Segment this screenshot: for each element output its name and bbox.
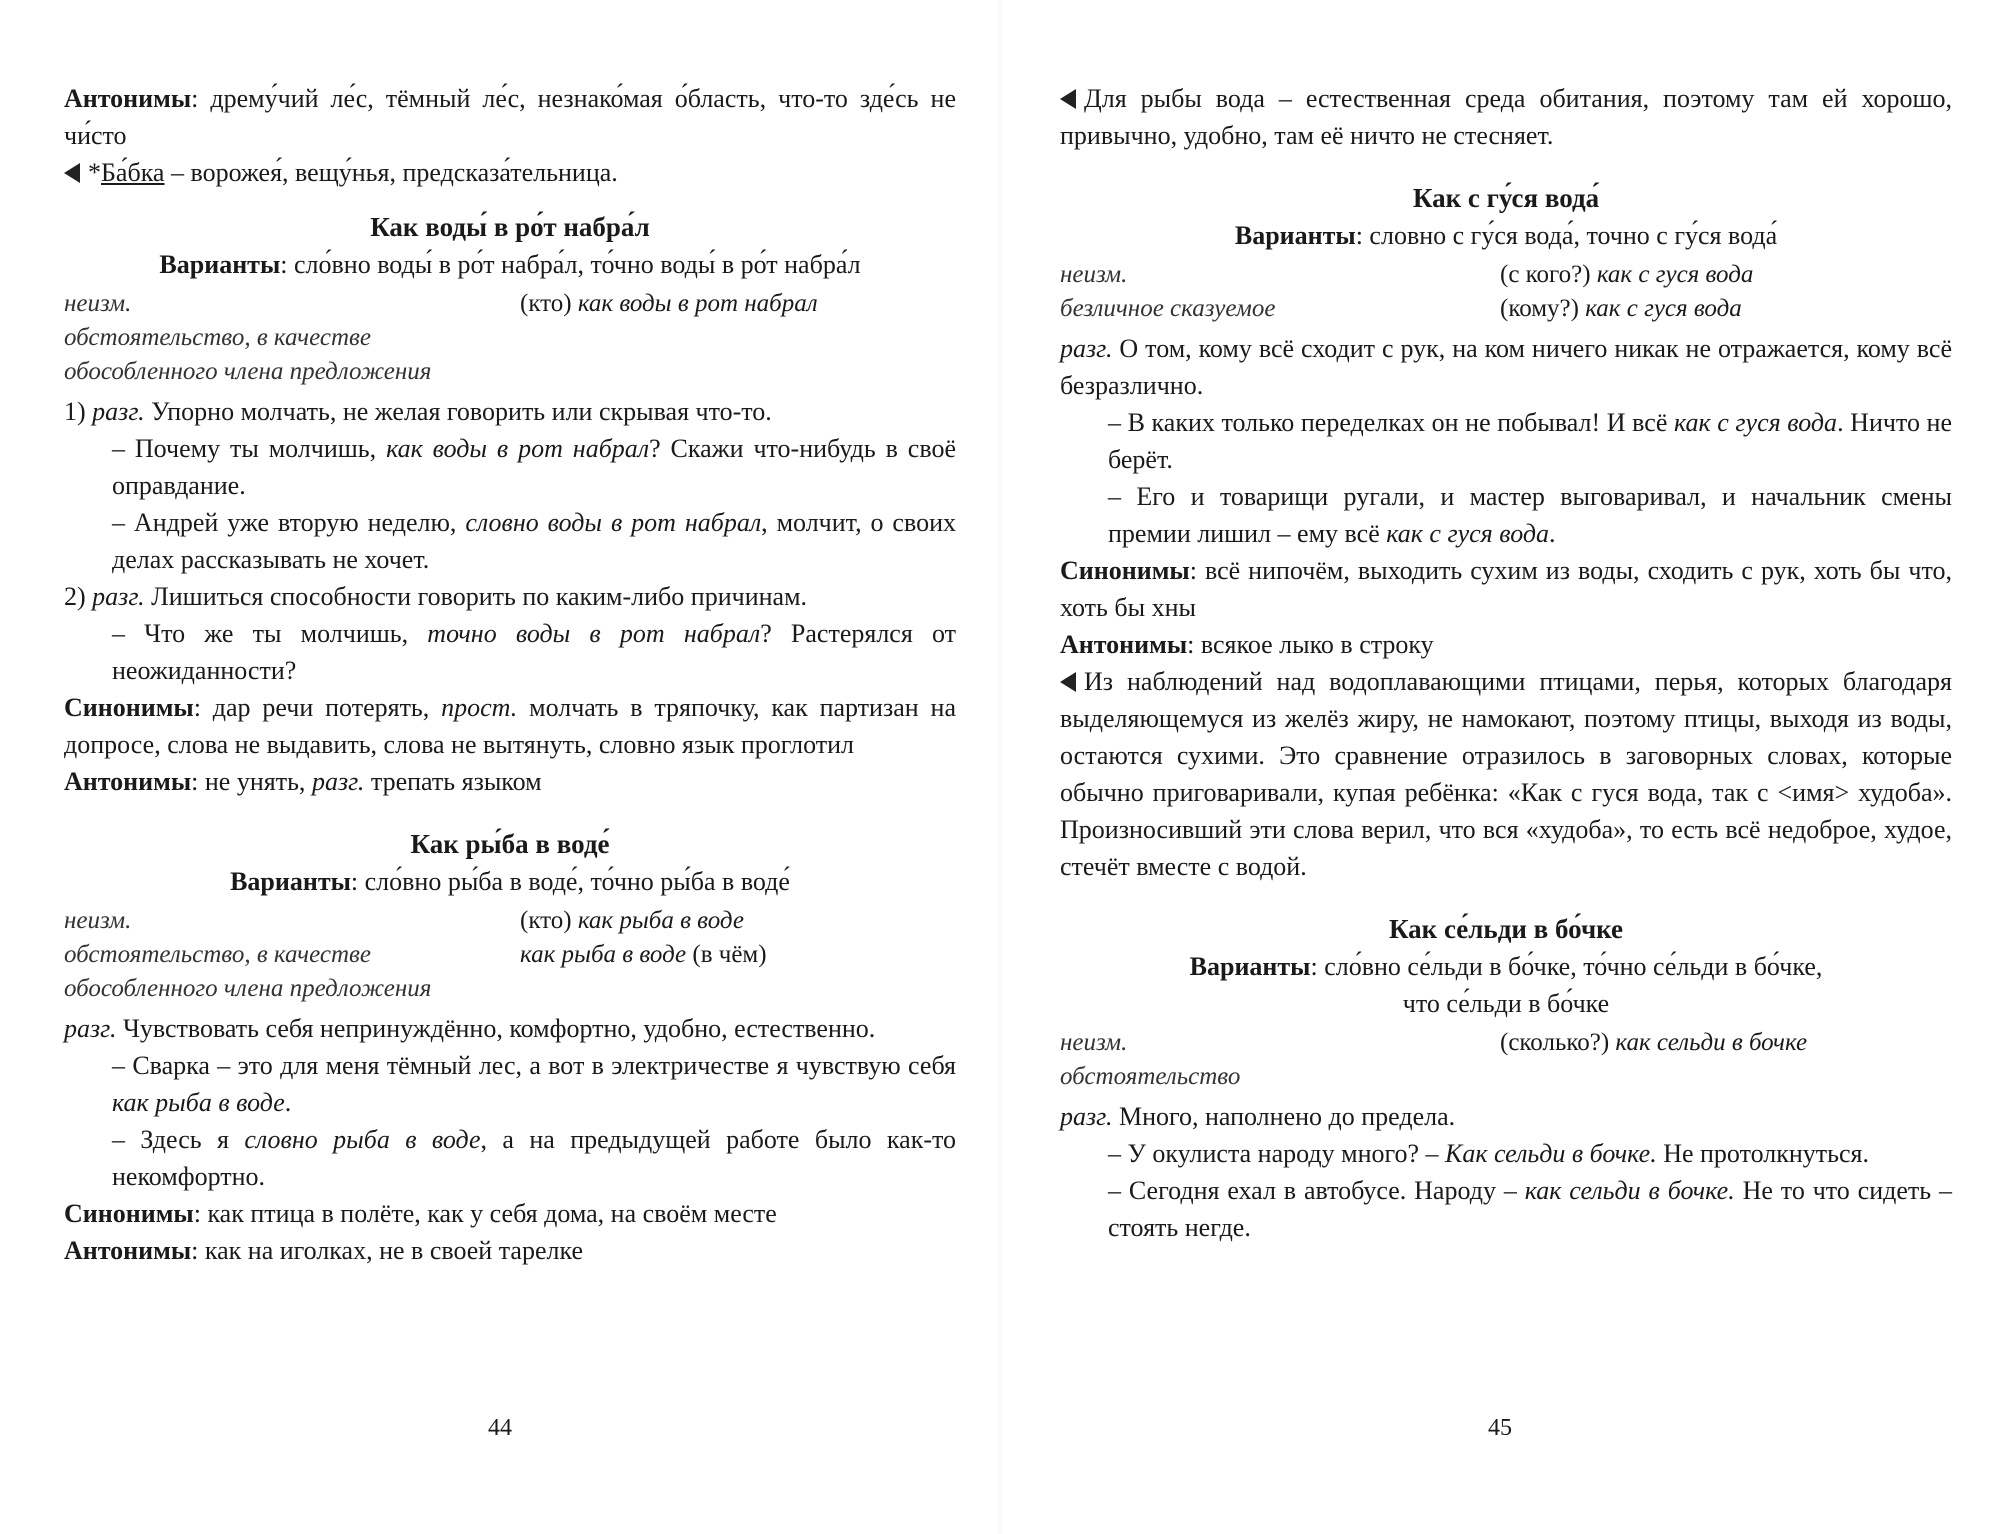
grammar-notes: неизм. обстоятельство, в качестве обособленного члена предложения bbox=[64, 290, 432, 385]
etymology-note bbox=[64, 154, 956, 191]
example-text: – Сегодня ехал в автобусе. Народу – bbox=[1108, 1176, 1525, 1205]
note-word: Ба́бка bbox=[101, 158, 165, 187]
synonyms-line bbox=[64, 689, 956, 763]
note-text: Для рыбы вода – естественная среда обитания, поэтому там ей хорошо, привычно, удобно, там её ничто не стесняет. bbox=[1060, 84, 1952, 150]
example-text: – У окулиста народу много? – bbox=[1108, 1139, 1446, 1168]
pattern-phrase: как сельди в бочке bbox=[1615, 1029, 1808, 1056]
synonyms-text: : дар речи потерять, bbox=[193, 693, 442, 722]
grammar-block bbox=[1060, 292, 1952, 326]
meaning bbox=[1060, 330, 1952, 404]
example-phrase: как сельди в бочке. bbox=[1524, 1176, 1735, 1205]
example bbox=[64, 1047, 956, 1121]
style-mark: разг. bbox=[64, 1014, 117, 1043]
variants-line bbox=[64, 246, 956, 283]
variants-line bbox=[1060, 217, 1952, 254]
example-text: Не протолкнуться. bbox=[1656, 1139, 1870, 1168]
grammar-note: неизм. bbox=[1060, 261, 1128, 288]
antonyms-text: трепать языком bbox=[364, 767, 542, 796]
variants-text: : сло́вно ры́ба в воде́, то́чно ры́ба в воде́ bbox=[350, 867, 790, 896]
grammar-pattern bbox=[1500, 258, 1952, 292]
entry-title: Как воды́ в ро́т набра́л bbox=[370, 212, 650, 242]
etymology-note bbox=[1060, 663, 1952, 885]
variants-text: : сло́вно се́льди в бо́чке, то́чно се́льди в бо́чке, bbox=[1310, 952, 1823, 981]
pattern-phrase: как рыба в воде bbox=[577, 907, 744, 934]
example-text: – Почему ты молчишь, bbox=[112, 434, 387, 463]
meaning-text: Лишиться способности говорить по каким-либо причинам. bbox=[144, 582, 808, 611]
meaning-text: Много, наполнено до предела. bbox=[1112, 1102, 1456, 1131]
example-text: – Сварка – это для меня тёмный лес, а вот в электричестве я чувствую себя bbox=[112, 1051, 956, 1080]
antonyms-line bbox=[1060, 626, 1952, 663]
meaning-text: Упорно молчать, не желая говорить или скрывая что-то. bbox=[144, 397, 772, 426]
example-phrase: точно воды в рот набрал bbox=[427, 619, 761, 648]
example bbox=[64, 615, 956, 689]
grammar-notes: неизм. обстоятельство bbox=[1060, 1029, 1241, 1090]
meaning-text: Чувствовать себя непринуждённо, комфортно, удобно, естественно. bbox=[116, 1014, 876, 1043]
etymology-note bbox=[1060, 80, 1952, 154]
example-text: , молчит, о своих делах рассказывать не хочет. bbox=[112, 508, 956, 574]
example-text: – Его и товарищи ругали, и мастер выговаривал, и начальник смены премии лишил – ему всё bbox=[1108, 482, 1952, 548]
meaning-text: О том, кому всё сходит с рук, на ком ничего никак не отражается, кому всё безразлично. bbox=[1060, 334, 1952, 400]
grammar-block bbox=[64, 287, 956, 389]
synonyms-label: Синонимы bbox=[64, 1199, 194, 1228]
variants-text: : сло́вно воды́ в ро́т набра́л, то́чно воды́ в ро́т набра́л bbox=[280, 250, 861, 279]
example-phrase: словно рыба в воде bbox=[244, 1125, 481, 1154]
antonyms-line bbox=[64, 763, 956, 800]
example-phrase: словно воды в рот набрал bbox=[465, 508, 762, 537]
entry-title: Как ры́ба в воде́ bbox=[410, 829, 610, 859]
left-column bbox=[64, 80, 956, 1269]
example-text: , а на предыдущей работе было как-то некомфортно. bbox=[112, 1125, 956, 1191]
antonyms-text: : не унять, bbox=[191, 767, 312, 796]
meaning-number: 1) bbox=[64, 397, 93, 426]
triangle-marker-icon bbox=[1060, 89, 1076, 109]
grammar-block bbox=[1060, 1026, 1952, 1094]
variants-line bbox=[64, 863, 956, 900]
variants-line bbox=[1060, 948, 1952, 985]
pattern-phrase: как с гуся вода bbox=[1585, 295, 1742, 322]
synonyms-label: Синонимы bbox=[64, 693, 194, 722]
example-text: ? Скажи что-нибудь в своё оправдание. bbox=[112, 434, 956, 500]
synonyms-text: : как птица в полёте, как у себя дома, на своём месте bbox=[193, 1199, 777, 1228]
entry-title: Как с гу́ся вода́ bbox=[1412, 183, 1600, 213]
style-mark: разг. bbox=[92, 582, 145, 611]
grammar-pattern bbox=[484, 287, 956, 389]
spacer bbox=[1060, 154, 1952, 180]
pattern-question: (кто) bbox=[520, 907, 578, 934]
example-text: – В каких только переделках он не побывал! И всё bbox=[1108, 408, 1674, 437]
page-number: 45 bbox=[1488, 1415, 1512, 1441]
example-phrase: как воды в рот набрал bbox=[386, 434, 650, 463]
meaning bbox=[64, 1010, 956, 1047]
style-mark: разг. bbox=[1060, 1102, 1113, 1131]
antonyms-text: : всякое лыко в строку bbox=[1187, 630, 1434, 659]
example-text: – Андрей уже вторую неделю, bbox=[112, 508, 466, 537]
pattern-phrase: как воды в рот набрал bbox=[577, 290, 818, 317]
example-phrase: Как сельди в бочке. bbox=[1445, 1139, 1657, 1168]
grammar-pattern bbox=[1500, 1026, 1952, 1094]
example-text: . bbox=[1549, 519, 1556, 548]
example bbox=[64, 430, 956, 504]
synonyms-label: Синонимы bbox=[1060, 556, 1190, 585]
variants-label: Варианты bbox=[1234, 221, 1356, 250]
pattern-phrase: как с гуся вода bbox=[1596, 261, 1754, 288]
pattern-question: (с кого?) bbox=[1500, 261, 1597, 288]
antonyms-line bbox=[64, 80, 956, 154]
example bbox=[1060, 1135, 1952, 1172]
example-text: – Здесь я bbox=[112, 1125, 245, 1154]
style-mark: разг. bbox=[92, 397, 145, 426]
example-text: ? Растерялся от неожиданности? bbox=[112, 619, 956, 685]
antonyms-label: Антонимы bbox=[64, 1236, 192, 1265]
pattern-line bbox=[520, 904, 956, 938]
antonyms-line bbox=[64, 1232, 956, 1269]
meaning-2 bbox=[64, 578, 956, 615]
example-phrase: как с гуся вода bbox=[1386, 519, 1550, 548]
example bbox=[1060, 404, 1952, 478]
meaning bbox=[1060, 1098, 1952, 1135]
antonyms-text: : как на иголках, не в своей тарелке bbox=[191, 1236, 583, 1265]
variants-label: Варианты bbox=[230, 867, 351, 896]
grammar-notes: неизм. обстоятельство, в качестве обособленного члена предложения bbox=[64, 907, 432, 1002]
example bbox=[1060, 478, 1952, 552]
style-mark: прост. bbox=[441, 693, 518, 722]
example bbox=[64, 504, 956, 578]
variants-label: Варианты bbox=[159, 250, 281, 279]
synonyms-line bbox=[64, 1195, 956, 1232]
antonyms-label: Антонимы bbox=[64, 767, 192, 796]
right-page bbox=[1000, 0, 2000, 1534]
right-column bbox=[1060, 80, 1952, 1246]
grammar-pattern bbox=[484, 904, 956, 1006]
example bbox=[1060, 1172, 1952, 1246]
synonyms-text: молчать в тряпочку, как партизан на допросе, слова не выдавить, слова не вытянуть, словно язык проглотил bbox=[64, 693, 956, 759]
pattern-question: (кому?) bbox=[1500, 295, 1586, 322]
triangle-marker-icon bbox=[64, 163, 80, 183]
antonyms-label: Антонимы bbox=[1060, 630, 1188, 659]
variants-line-2: что се́льди в бо́чке bbox=[1402, 989, 1610, 1018]
synonyms-text: : всё нипочём, выходить сухим из воды, сходить с рук, хоть бы что, хоть бы хны bbox=[1060, 556, 1952, 622]
example-phrase: как рыба в воде bbox=[112, 1088, 285, 1117]
spacer bbox=[64, 191, 956, 209]
example-text: . Ничто не берёт. bbox=[1108, 408, 1953, 474]
antonyms-label: Антонимы bbox=[64, 84, 192, 113]
star-mark: * bbox=[88, 158, 101, 187]
note-text: – ворожея́, вещу́нья, предсказа́тельница. bbox=[164, 158, 618, 187]
entry-title: Как се́льди в бо́чке bbox=[1388, 914, 1624, 944]
grammar-block bbox=[1060, 258, 1952, 292]
style-mark: разг. bbox=[1060, 334, 1113, 363]
page-number: 44 bbox=[488, 1415, 512, 1441]
variants-label: Варианты bbox=[1189, 952, 1311, 981]
grammar-pattern bbox=[1500, 292, 1952, 326]
pattern-question: (сколько?) bbox=[1500, 1029, 1616, 1056]
meaning-1 bbox=[64, 393, 956, 430]
pattern-line bbox=[520, 938, 956, 972]
note-text: Из наблюдений над водоплавающими птицами, перья, которых благодаря выделяющемуся из желёз жиру, не намокают, поэтому птицы, выходя из воды, остаются сухими. Это сравнение отразилось в заговорных словах, которые обычно приговаривали, купая ребёнка: «Как с гуся вода, так с <имя> худоба». Произносивший эти слова верил, что вся «худоба», то есть всё недоброе, худое, стечёт вместе с водой. bbox=[1060, 667, 1952, 881]
example-text: Не то что сидеть – стоять негде. bbox=[1108, 1176, 1952, 1242]
antonyms-text: : дрему́чий ле́с, тёмный ле́с, незнако́мая о́бласть, что-то зде́сь не чи́сто bbox=[64, 84, 956, 150]
pattern-phrase: как рыба в воде bbox=[520, 941, 687, 968]
meaning-number: 2) bbox=[64, 582, 93, 611]
example bbox=[64, 1121, 956, 1195]
style-mark: разг. bbox=[311, 767, 365, 796]
synonyms-line bbox=[1060, 552, 1952, 626]
triangle-marker-icon bbox=[1060, 672, 1076, 692]
pattern-question: (кто) bbox=[520, 290, 578, 317]
spacer bbox=[64, 800, 956, 826]
example-phrase: как с гуся вода bbox=[1673, 408, 1838, 437]
example-text: – Что же ты молчишь, bbox=[112, 619, 428, 648]
spacer bbox=[1060, 885, 1952, 911]
grammar-note: безличное сказуемое bbox=[1060, 295, 1276, 322]
example-text: . bbox=[284, 1088, 292, 1117]
grammar-block bbox=[64, 904, 956, 1006]
variants-text: : словно с гу́ся вода́, точно с гу́ся вода́ bbox=[1355, 221, 1778, 250]
pattern-question: (в чём) bbox=[686, 941, 767, 968]
